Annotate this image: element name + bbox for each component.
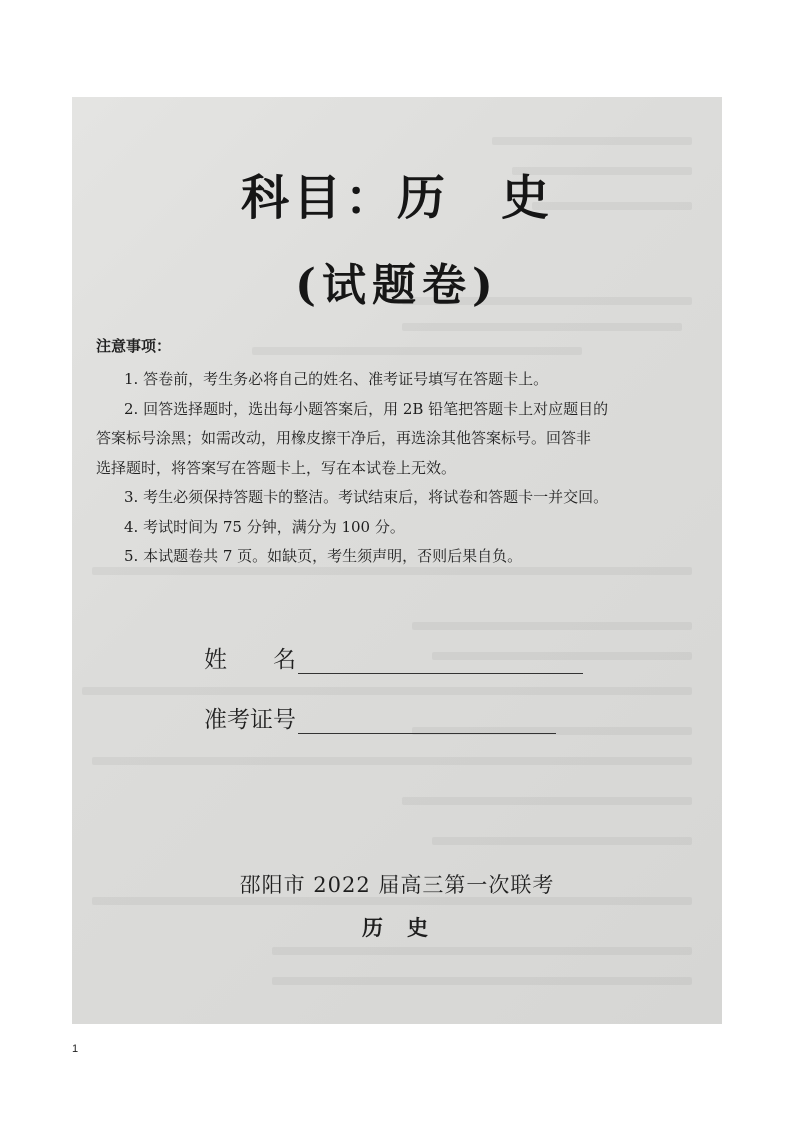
instruction-item-continued: 选择题时，将答案写在答题卡上，写在本试卷上无效。: [96, 458, 457, 477]
exam-name: 邵阳市 2022 届高三第一次联考: [239, 873, 555, 897]
document-subtitle: (试题卷): [295, 260, 499, 311]
exam-id-field[interactable]: [204, 701, 556, 734]
exam-id-field-label: 准考证号: [204, 707, 296, 733]
instruction-item: 3. 考生必须保持答题卡的整洁。考试结束后，将试卷和答题卡一并交回。: [124, 488, 609, 506]
name-field[interactable]: [204, 641, 583, 674]
scanned-document-page: [72, 97, 722, 1024]
instruction-item: 5. 本试题卷共 7 页。如缺页，考生须声明，否则后果自负。: [124, 547, 523, 565]
instruction-item-continued: 答案标号涂黑；如需改动，用橡皮擦干净后，再选涂其他答案标号。回答非: [96, 429, 592, 447]
exam-id-field-line[interactable]: [298, 707, 556, 734]
name-field-label: 姓 名: [204, 647, 296, 673]
name-field-line[interactable]: [298, 647, 583, 674]
page-number: 1: [72, 1043, 79, 1055]
instruction-item: 1. 答卷前，考生务必将自己的姓名、准考证号填写在答题卡上。: [124, 370, 549, 388]
instruction-item: 4. 考试时间为 75 分钟，满分为 100 分。: [124, 517, 405, 536]
document-title: 科目：历 史: [240, 170, 553, 226]
exam-subject: 历史: [362, 915, 452, 940]
notice-heading: 注意事项：: [96, 337, 172, 355]
instructions-list: [96, 365, 702, 572]
instruction-item: 2. 回答选择题时，选出每小题答案后，用 2B 铅笔把答题卡上对应题目的: [124, 399, 609, 418]
